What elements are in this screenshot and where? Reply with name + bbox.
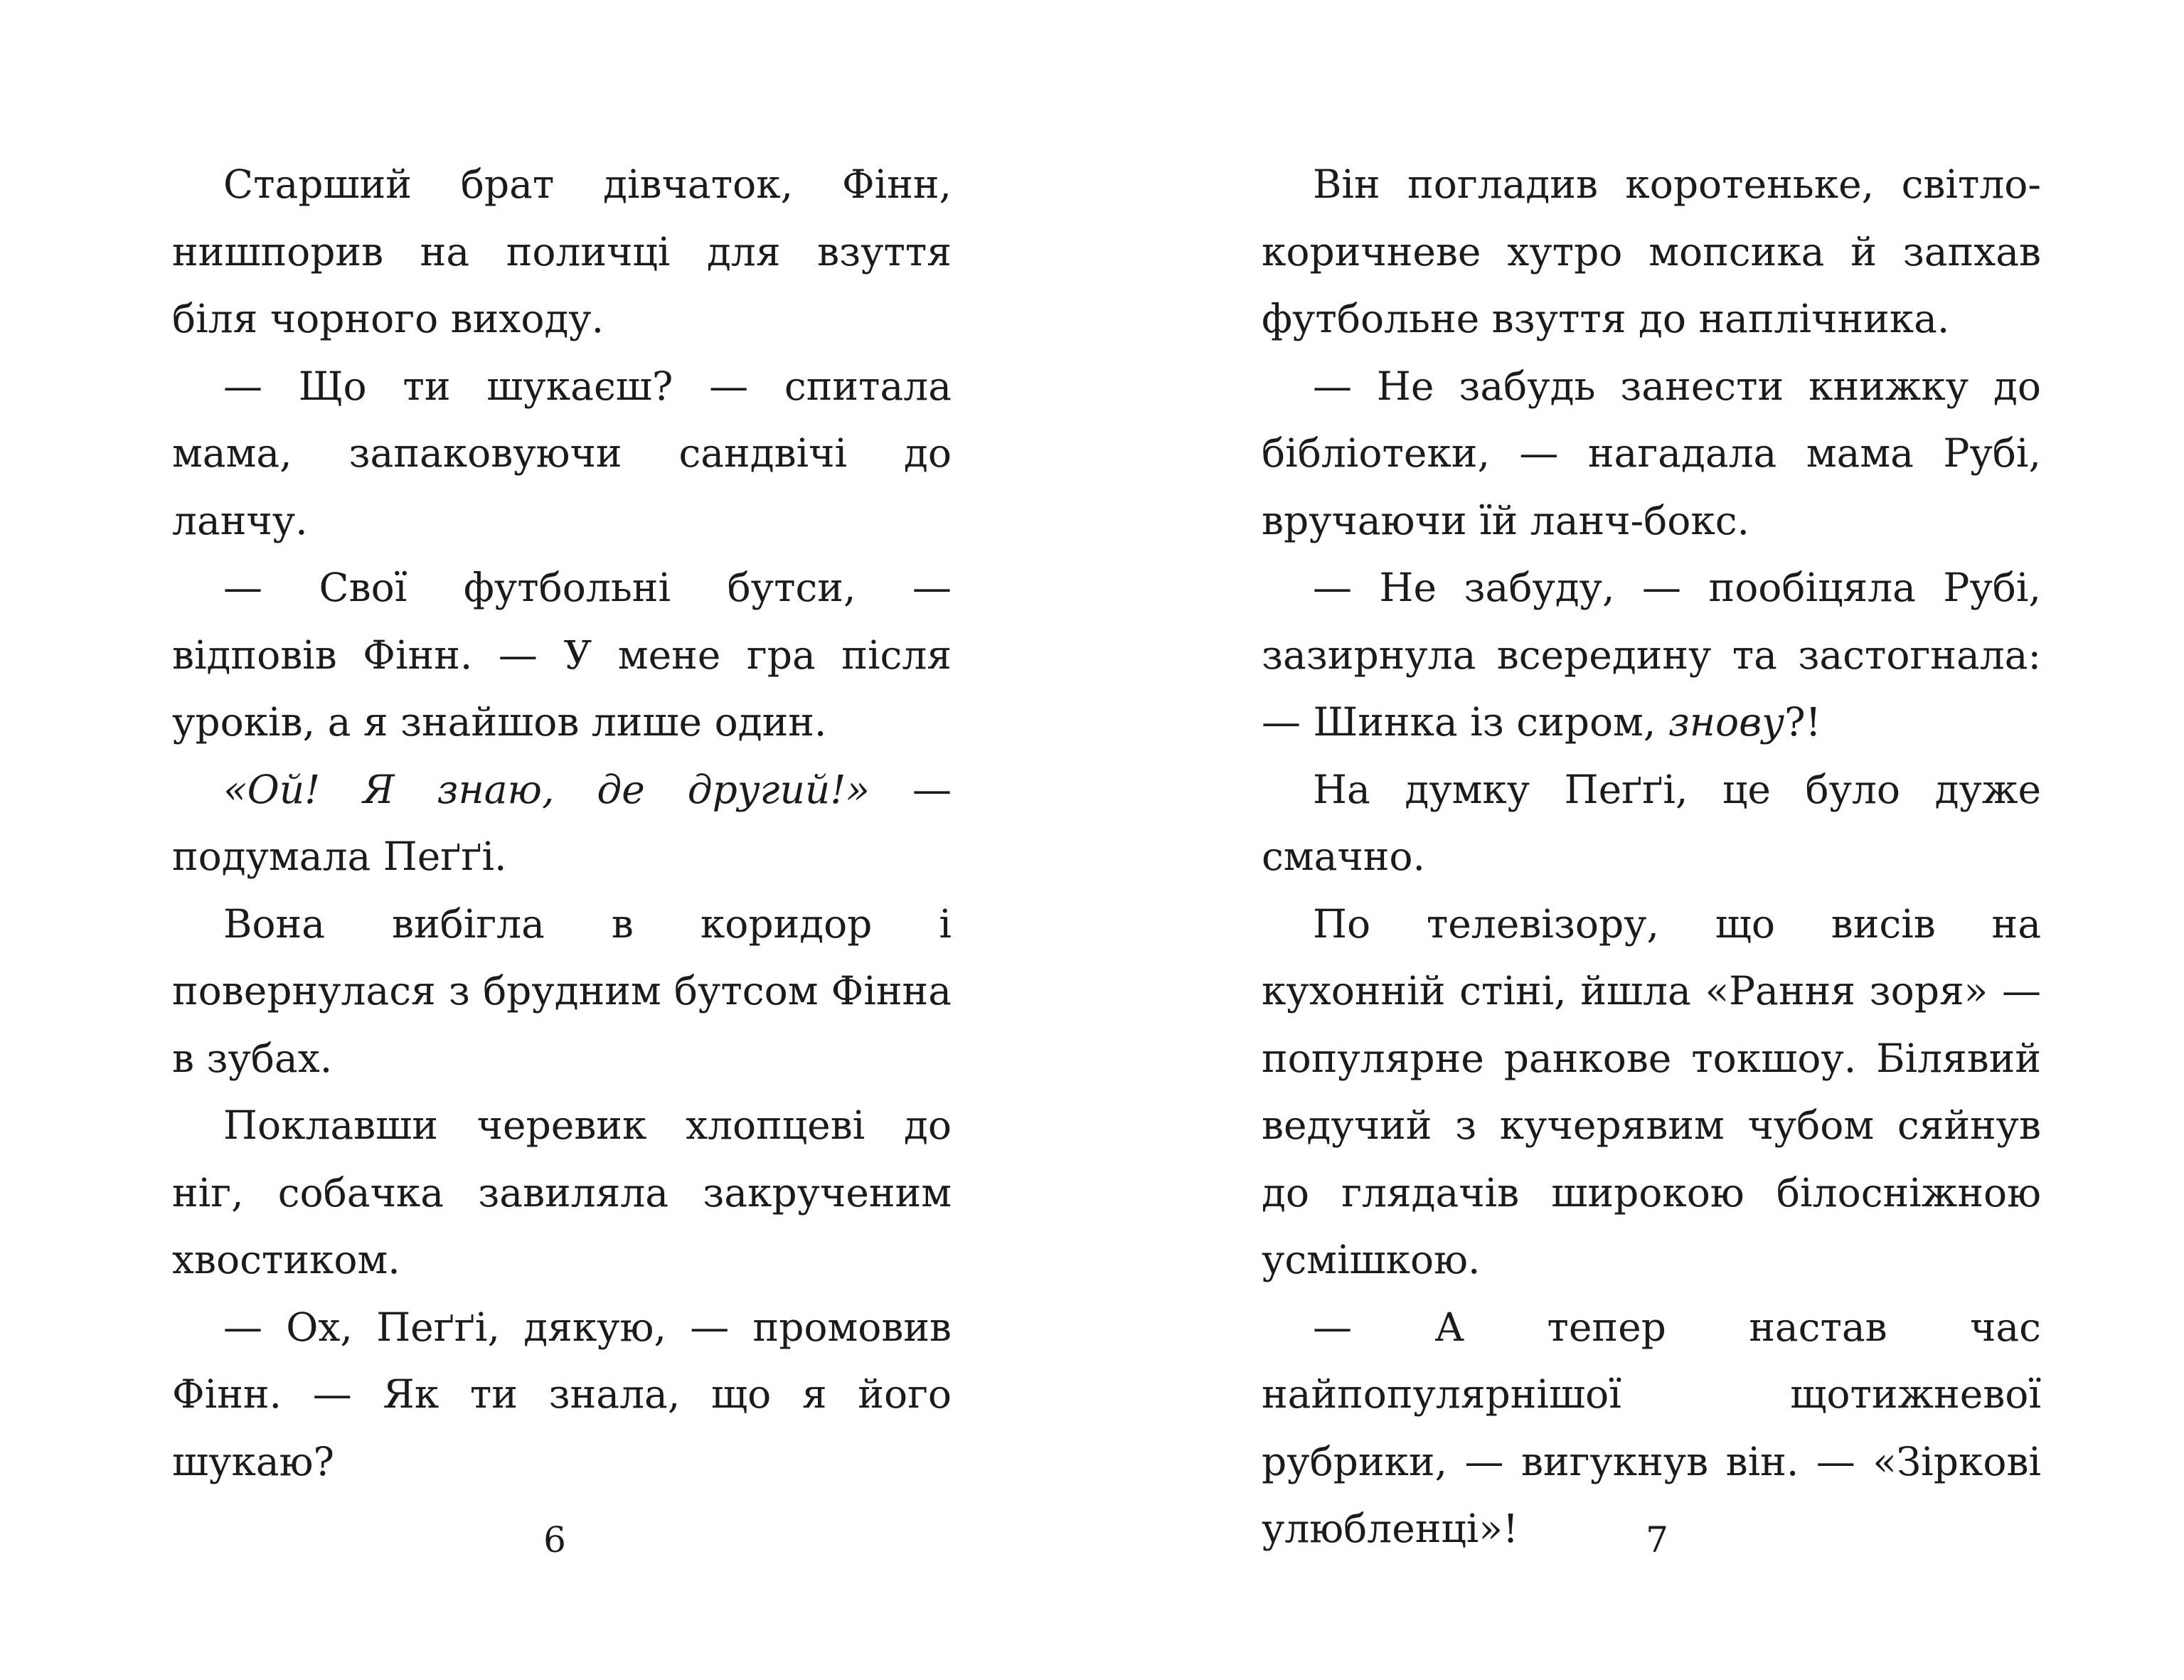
paragraph: — Не забудь занести книжку до бібліотеки, — нагадала мама Рубі, вручаючи їй ланч-бокс. <box>1262 363 2041 543</box>
paragraph: Поклавши черевик хлопцеві до ніг, собачка завиляла закрученим хвостиком. <box>172 1102 952 1282</box>
paragraph: Він погладив коротеньке, світло-коричневе хутро мопсика й запхав футбольне взуття до наплічника. <box>1262 161 2041 341</box>
right-page <box>1262 151 2041 1563</box>
italic-word: знову <box>1668 699 1785 745</box>
paragraph: — Що ти шукаєш? — спитала мама, запаковуючи сандвічі до ланчу. <box>172 363 952 543</box>
thought-attribution: — подумала Пеґґі. <box>172 766 952 879</box>
left-page <box>172 151 952 1495</box>
paragraph: — Ох, Пеґґі, дякую, — промовив Фінн. — Як ти знала, що я його шукаю? <box>172 1304 952 1484</box>
ruby-speech: — Не забуду, — пообіцяла Рубі, зазирнула всередину та застогнала: — Шинка із сиром, <box>1262 565 2041 745</box>
thought-paragraph <box>172 756 952 890</box>
paragraph: Старший брат дівчаток, Фінн, нишпорив на поличці для взуття біля чорного виходу. <box>172 161 952 341</box>
page-number-right: 7 <box>1646 1519 1668 1561</box>
ruby-paragraph <box>1262 554 2041 756</box>
ruby-speech-end: ?! <box>1784 699 1821 745</box>
paragraph: По телевізору, що висів на кухонній стіні, йшла «Рання зоря» — популярне ранкове токшоу. Білявий ведучий з кучерявим чубом сяйнув до глядачів широкою білосніжною усмішкою. <box>1262 900 2041 1282</box>
paragraph: — Свої футбольні бутси, — відповів Фінн. — У мене гра після уроків, а я знайшов лише один. <box>172 565 952 745</box>
paragraph: Вона вибігла в коридор і повернулася з брудним бутсом Фінна в зубах. <box>172 900 952 1081</box>
page-number-left: 6 <box>543 1519 566 1561</box>
paragraph: На думку Пеґґі, це було дуже смачно. <box>1262 766 2041 879</box>
paragraph: — А тепер настав час найпопулярнішої щотижневої рубрики, — вигукнув він. — «Зіркові улюбленці»! <box>1262 1304 2041 1551</box>
italic-thought: «Ой! Я знаю, де другий!» <box>223 766 870 812</box>
